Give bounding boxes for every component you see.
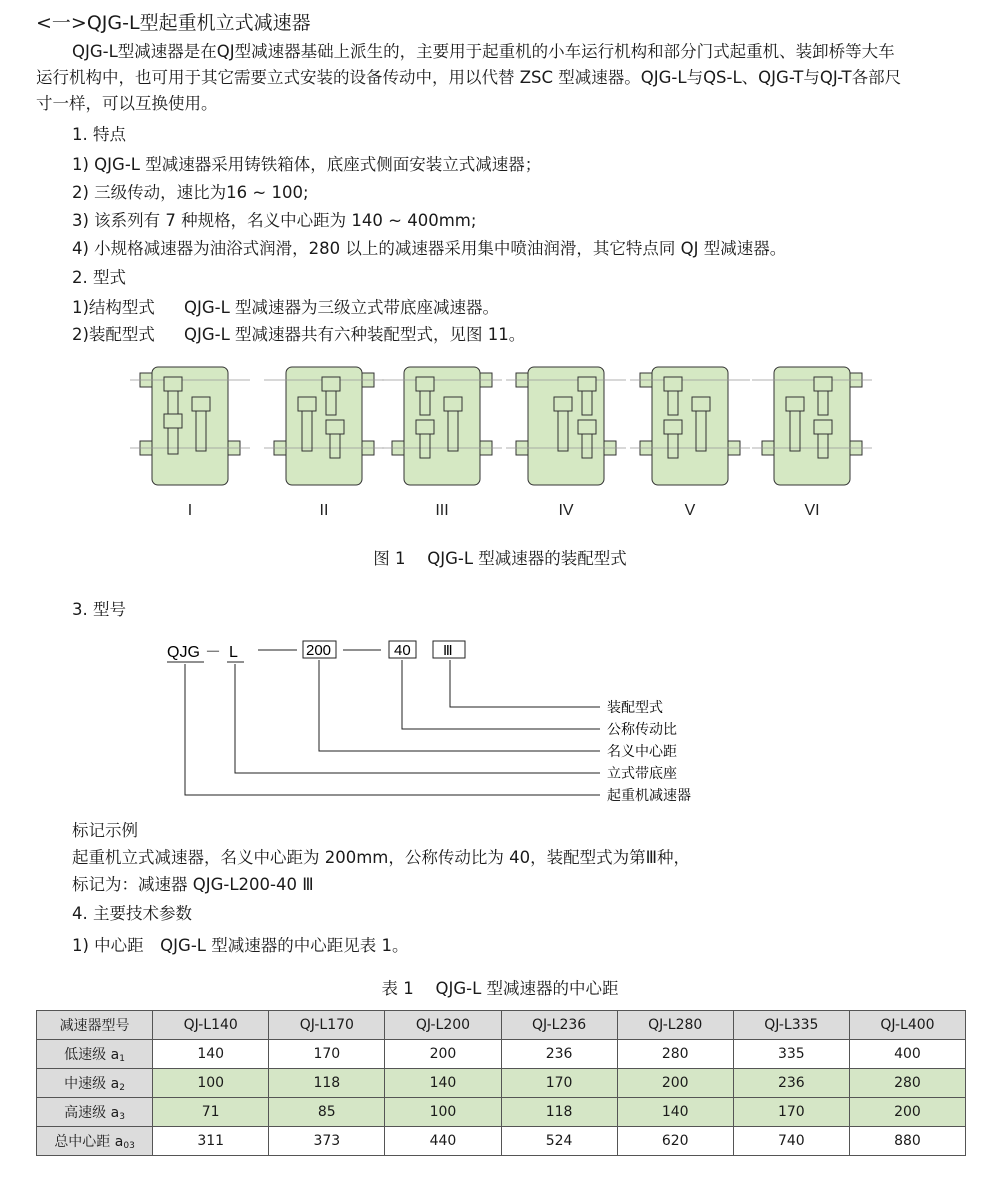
- gear: [664, 377, 682, 391]
- legend-item: 装配型式: [607, 700, 663, 716]
- row-label: 高速级 $a_3$: [37, 1098, 153, 1127]
- gear: [326, 420, 344, 434]
- section-4-heading: 4. 主要技术参数: [72, 904, 192, 923]
- example-line-2: 标记为：减速器 QJG-L200-40 Ⅲ: [72, 875, 314, 894]
- table-cell: 118: [501, 1098, 617, 1127]
- feature-item: 1) QJG-L 型减速器采用铸铁箱体，底座式侧面安装立式减速器；: [72, 155, 542, 174]
- code-assembly: Ⅲ: [443, 642, 453, 658]
- center-distance-table: [36, 1010, 966, 1156]
- gearbox-housing: [774, 367, 850, 485]
- feature-item: 2) 三级传动，速比为16 ~ 100;: [72, 183, 309, 202]
- gear: [192, 397, 210, 411]
- code-prefix: QJG: [167, 644, 200, 661]
- table-header-cell: QJ-L140: [153, 1011, 269, 1040]
- table-cell: 100: [153, 1069, 269, 1098]
- table-cell: 170: [501, 1069, 617, 1098]
- intro-line-1: QJG-L型减速器是在QJ型减速器基础上派生的，主要用于起重机的小车运行机构和部分门式起重机、装卸桥等大车: [72, 42, 895, 61]
- table-cell: 335: [733, 1040, 849, 1069]
- table-cell: 71: [153, 1098, 269, 1127]
- table-row: [37, 1040, 966, 1069]
- legend-item: 名义中心距: [607, 744, 677, 760]
- page-title: <一>QJG-L型起重机立式减速器: [36, 12, 311, 34]
- legend-item: 公称传动比: [607, 722, 677, 738]
- table-header-cell: QJ-L335: [733, 1011, 849, 1040]
- gear: [164, 377, 182, 391]
- table-header-cell: QJ-L200: [385, 1011, 501, 1040]
- type-item-label: 1)结构型式: [72, 298, 155, 317]
- table-header-cell: QJ-L280: [617, 1011, 733, 1040]
- section-3-heading: 3. 型号: [72, 600, 126, 619]
- gear: [814, 377, 832, 391]
- table-row: [37, 1127, 966, 1156]
- table-cell: 620: [617, 1127, 733, 1156]
- table-header-cell: QJ-L236: [501, 1011, 617, 1040]
- gear: [164, 414, 182, 428]
- assembly-forms-figure: [0, 355, 1000, 525]
- gear: [444, 397, 462, 411]
- type-item-label: 2)装配型式: [72, 325, 155, 344]
- gear: [322, 377, 340, 391]
- gearbox-housing: [152, 367, 228, 485]
- table-cell: 100: [385, 1098, 501, 1127]
- code-center: 200: [306, 642, 332, 659]
- table-cell: 170: [733, 1098, 849, 1127]
- example-line-1: 起重机立式减速器，名义中心距为 200mm，公称传动比为 40，装配型式为第Ⅲ种，: [72, 848, 691, 867]
- table-cell: 373: [269, 1127, 385, 1156]
- table-cell: 140: [617, 1098, 733, 1127]
- section-1-heading: 1. 特点: [72, 125, 126, 144]
- table-cell: 400: [849, 1040, 965, 1069]
- gear: [786, 397, 804, 411]
- gear: [814, 420, 832, 434]
- example-heading: 标记示例: [72, 821, 138, 840]
- gear: [416, 420, 434, 434]
- gear: [416, 377, 434, 391]
- row-label: 中速级 $a_2$: [37, 1069, 153, 1098]
- gearbox-housing: [652, 367, 728, 485]
- feature-item: 3) 该系列有 7 种规格，名义中心距为 140 ~ 400mm;: [72, 211, 477, 230]
- table-caption: 表 1 QJG-L 型减速器的中心距: [381, 979, 619, 998]
- code-l: L: [229, 644, 238, 661]
- assembly-form-label: I: [187, 502, 193, 519]
- table-header-row: [37, 1011, 966, 1040]
- table-cell: 440: [385, 1127, 501, 1156]
- assembly-form-label: VI: [804, 502, 820, 519]
- table-cell: 524: [501, 1127, 617, 1156]
- gearbox-housing: [404, 367, 480, 485]
- table-cell: 740: [733, 1127, 849, 1156]
- table-cell: 236: [501, 1040, 617, 1069]
- table-row: [37, 1098, 966, 1127]
- intro-line-2: 运行机构中，也可用于其它需要立式安装的设备传动中，用以代替 ZSC 型减速器。QJG-L与QS-L、QJG-T与QJ-T各部尺: [36, 68, 902, 87]
- table-cell: 200: [849, 1098, 965, 1127]
- table-cell: 280: [617, 1040, 733, 1069]
- type-item-text: QJG-L 型减速器为三级立式带底座减速器。: [184, 298, 500, 317]
- gear: [692, 397, 710, 411]
- feature-item: 4) 小规格减速器为油浴式润滑，280 以上的减速器采用集中喷油润滑，其它特点同 QJ 型减速器。: [72, 239, 787, 258]
- legend-item: 起重机减速器: [607, 788, 691, 804]
- table-row: [37, 1069, 966, 1098]
- table-header-cell: QJ-L170: [269, 1011, 385, 1040]
- code-dash: －: [205, 644, 222, 661]
- table-cell: 236: [733, 1069, 849, 1098]
- gear: [578, 420, 596, 434]
- table-header-cell: QJ-L400: [849, 1011, 965, 1040]
- gear: [664, 420, 682, 434]
- table-header-cell: 减速器型号: [37, 1011, 153, 1040]
- gear: [298, 397, 316, 411]
- type-item-2: [72, 323, 525, 347]
- table-cell: 200: [385, 1040, 501, 1069]
- section-2-heading: 2. 型式: [72, 268, 126, 287]
- table-cell: 140: [153, 1040, 269, 1069]
- table-cell: 280: [849, 1069, 965, 1098]
- row-label: 低速级 $a_1$: [37, 1040, 153, 1069]
- model-code-diagram: [0, 630, 1000, 810]
- intro-line-3: 寸一样，可以互换使用。: [36, 94, 218, 113]
- table-cell: 200: [617, 1069, 733, 1098]
- figure-caption: 图 1 QJG-L 型减速器的装配型式: [373, 549, 627, 568]
- table-cell: 880: [849, 1127, 965, 1156]
- table-cell: 311: [153, 1127, 269, 1156]
- table-cell: 118: [269, 1069, 385, 1098]
- assembly-form-label: III: [435, 502, 449, 519]
- code-ratio: 40: [394, 642, 411, 659]
- gear: [554, 397, 572, 411]
- assembly-form-label: II: [319, 502, 329, 519]
- type-item-1: [72, 296, 499, 320]
- gear: [578, 377, 596, 391]
- legend-item: 立式带底座: [607, 766, 677, 782]
- assembly-form-label: IV: [558, 502, 574, 519]
- type-item-text: QJG-L 型减速器共有六种装配型式，见图 11。: [184, 325, 526, 344]
- table-cell: 170: [269, 1040, 385, 1069]
- table-cell: 140: [385, 1069, 501, 1098]
- row-label: 总中心距 $a_{03}$: [37, 1127, 153, 1156]
- assembly-form-label: V: [684, 502, 696, 519]
- section-4-item-1: 1) 中心距 QJG-L 型减速器的中心距见表 1。: [72, 936, 409, 955]
- table-cell: 85: [269, 1098, 385, 1127]
